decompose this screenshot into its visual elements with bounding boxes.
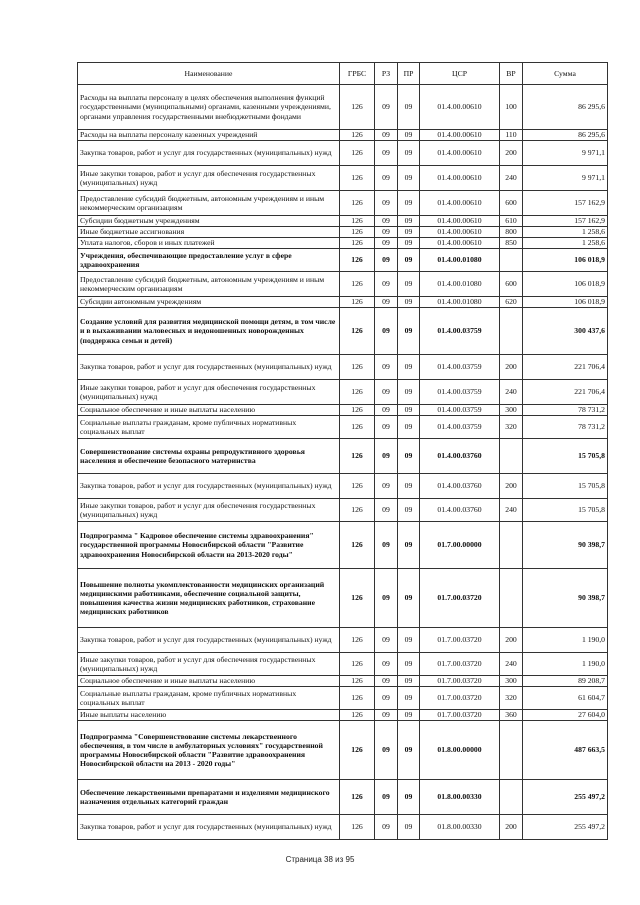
- cell-vr: [500, 308, 523, 355]
- cell-sum: 15 705,8: [523, 499, 608, 522]
- cell-grbs: 126: [340, 628, 375, 653]
- cell-vr: 360: [500, 710, 523, 721]
- cell-grbs: 126: [340, 191, 375, 216]
- cell-rz: 09: [375, 439, 398, 474]
- cell-vr: [500, 249, 523, 272]
- header-pr: ПР: [398, 63, 420, 85]
- cell-grbs: 126: [340, 249, 375, 272]
- table-row: [78, 780, 608, 815]
- table-row: [78, 166, 608, 191]
- cell-grbs: 126: [340, 721, 375, 780]
- cell-vr: [500, 522, 523, 569]
- table-row: [78, 216, 608, 227]
- cell-csr: 01.4.00.03759: [420, 405, 500, 416]
- cell-rz: 09: [375, 676, 398, 687]
- cell-csr: 01.4.00.03759: [420, 355, 500, 380]
- cell-vr: 320: [500, 416, 523, 439]
- cell-grbs: 126: [340, 522, 375, 569]
- cell-sum: 1 190,0: [523, 628, 608, 653]
- cell-vr: 600: [500, 272, 523, 297]
- cell-csr: 01.8.00.00330: [420, 780, 500, 815]
- cell-pr: 09: [398, 815, 420, 840]
- cell-sum: 15 705,8: [523, 474, 608, 499]
- cell-csr: 01.7.00.00000: [420, 522, 500, 569]
- cell-vr: 320: [500, 687, 523, 710]
- cell-rz: 09: [375, 85, 398, 130]
- cell-vr: 240: [500, 380, 523, 405]
- cell-name: Расходы на выплаты персоналу в целях обеспечения выполнения функций государственными (муниципальными) органами, казенными учреждениями, органами управления государственными внебюджетными фондами: [78, 85, 340, 130]
- cell-rz: 09: [375, 297, 398, 308]
- cell-csr: 01.4.00.03760: [420, 439, 500, 474]
- cell-sum: 1 258,6: [523, 227, 608, 238]
- table-header-row: [78, 63, 608, 85]
- cell-sum: 1 258,6: [523, 238, 608, 249]
- cell-sum: 15 705,8: [523, 439, 608, 474]
- cell-rz: 09: [375, 166, 398, 191]
- cell-vr: [500, 780, 523, 815]
- cell-vr: 800: [500, 227, 523, 238]
- table-row: [78, 815, 608, 840]
- cell-name: Социальные выплаты гражданам, кроме публичных нормативных социальных выплат: [78, 416, 340, 439]
- cell-grbs: 126: [340, 166, 375, 191]
- table-body: [78, 85, 608, 840]
- cell-grbs: 126: [340, 815, 375, 840]
- cell-rz: 09: [375, 710, 398, 721]
- cell-rz: 09: [375, 308, 398, 355]
- cell-vr: 600: [500, 191, 523, 216]
- cell-csr: 01.7.00.03720: [420, 653, 500, 676]
- cell-vr: [500, 569, 523, 628]
- cell-csr: 01.4.00.00610: [420, 166, 500, 191]
- header-csr: ЦСР: [420, 63, 500, 85]
- cell-vr: 240: [500, 166, 523, 191]
- cell-rz: 09: [375, 141, 398, 166]
- cell-csr: 01.4.00.00610: [420, 191, 500, 216]
- cell-grbs: 126: [340, 710, 375, 721]
- cell-name: Иные выплаты населению: [78, 710, 340, 721]
- cell-pr: 09: [398, 297, 420, 308]
- table-row: [78, 405, 608, 416]
- cell-name: Уплата налогов, сборов и иных платежей: [78, 238, 340, 249]
- cell-pr: 09: [398, 499, 420, 522]
- cell-vr: [500, 721, 523, 780]
- cell-name: Субсидии бюджетным учреждениям: [78, 216, 340, 227]
- cell-pr: 09: [398, 166, 420, 191]
- cell-name: Совершенствование системы охраны репродуктивного здоровья населения и обеспечение безопасного материнства: [78, 439, 340, 474]
- cell-grbs: 126: [340, 227, 375, 238]
- cell-pr: 09: [398, 272, 420, 297]
- cell-name: Подпрограмма "Совершенствование системы лекарственного обеспечения, в том числе в амбулаторных условиях" государственной программы Новосибирской области "Развитие здравоохранения Новосибирской области на 2013 - 2020 годы": [78, 721, 340, 780]
- cell-vr: 240: [500, 499, 523, 522]
- cell-vr: 300: [500, 676, 523, 687]
- cell-csr: 01.4.00.03760: [420, 499, 500, 522]
- cell-pr: 09: [398, 191, 420, 216]
- cell-csr: 01.4.00.01080: [420, 249, 500, 272]
- header-sum: Сумма: [523, 63, 608, 85]
- cell-name: Предоставление субсидий бюджетным, автономным учреждениям и иным некоммерческим организациям: [78, 191, 340, 216]
- table-row: [78, 130, 608, 141]
- cell-csr: 01.4.00.00610: [420, 238, 500, 249]
- cell-name: Закупка товаров, работ и услуг для государственных (муниципальных) нужд: [78, 141, 340, 166]
- cell-pr: 09: [398, 569, 420, 628]
- table-row: [78, 249, 608, 272]
- page-footer: Страница 38 из 95: [285, 855, 355, 864]
- cell-grbs: 126: [340, 130, 375, 141]
- cell-sum: 255 497,2: [523, 815, 608, 840]
- cell-sum: 221 706,4: [523, 380, 608, 405]
- table-row: [78, 499, 608, 522]
- header-grbs: ГРБС: [340, 63, 375, 85]
- cell-rz: 09: [375, 216, 398, 227]
- cell-vr: 620: [500, 297, 523, 308]
- cell-csr: 01.4.00.00610: [420, 130, 500, 141]
- cell-sum: 157 162,9: [523, 216, 608, 227]
- cell-csr: 01.4.00.03759: [420, 308, 500, 355]
- cell-csr: 01.7.00.03720: [420, 628, 500, 653]
- table-row: [78, 272, 608, 297]
- cell-name: Подпрограмма " Кадровое обеспечение системы здравоохранения" государственной программы Новосибирской области "Развитие здравоохранения Новосибирской области на 2013-2020 годы": [78, 522, 340, 569]
- cell-pr: 09: [398, 416, 420, 439]
- cell-name: Расходы на выплаты персоналу казенных учреждений: [78, 130, 340, 141]
- cell-csr: 01.4.00.03759: [420, 380, 500, 405]
- cell-sum: 61 604,7: [523, 687, 608, 710]
- cell-vr: 610: [500, 216, 523, 227]
- cell-csr: 01.4.00.00610: [420, 216, 500, 227]
- cell-csr: 01.7.00.03720: [420, 687, 500, 710]
- cell-name: Закупка товаров, работ и услуг для государственных (муниципальных) нужд: [78, 355, 340, 380]
- cell-csr: 01.4.00.00610: [420, 227, 500, 238]
- cell-sum: 157 162,9: [523, 191, 608, 216]
- cell-csr: 01.4.00.00610: [420, 85, 500, 130]
- cell-vr: 200: [500, 628, 523, 653]
- cell-vr: 200: [500, 815, 523, 840]
- cell-vr: 200: [500, 355, 523, 380]
- cell-rz: 09: [375, 474, 398, 499]
- cell-csr: 01.4.00.00610: [420, 141, 500, 166]
- cell-vr: 200: [500, 474, 523, 499]
- cell-pr: 09: [398, 249, 420, 272]
- cell-pr: 09: [398, 130, 420, 141]
- header-rz: РЗ: [375, 63, 398, 85]
- budget-table: [77, 62, 608, 840]
- cell-grbs: 126: [340, 653, 375, 676]
- header-vr: ВР: [500, 63, 523, 85]
- cell-rz: 09: [375, 653, 398, 676]
- cell-grbs: 126: [340, 439, 375, 474]
- cell-rz: 09: [375, 628, 398, 653]
- cell-name: Закупка товаров, работ и услуг для государственных (муниципальных) нужд: [78, 474, 340, 499]
- cell-grbs: 126: [340, 272, 375, 297]
- cell-name: Учреждения, обеспечивающие предоставление услуг в сфере здравоохранения: [78, 249, 340, 272]
- cell-csr: 01.8.00.00000: [420, 721, 500, 780]
- cell-grbs: 126: [340, 308, 375, 355]
- cell-grbs: 126: [340, 238, 375, 249]
- cell-pr: 09: [398, 676, 420, 687]
- cell-grbs: 126: [340, 380, 375, 405]
- table-row: [78, 676, 608, 687]
- cell-sum: 487 663,5: [523, 721, 608, 780]
- table-row: [78, 141, 608, 166]
- cell-rz: 09: [375, 522, 398, 569]
- cell-pr: 09: [398, 687, 420, 710]
- cell-pr: 09: [398, 628, 420, 653]
- table-row: [78, 380, 608, 405]
- cell-name: Иные закупки товаров, работ и услуг для обеспечения государственных (муниципальных) нужд: [78, 653, 340, 676]
- table-row: [78, 297, 608, 308]
- cell-pr: 09: [398, 380, 420, 405]
- cell-sum: 78 731,2: [523, 405, 608, 416]
- cell-pr: 09: [398, 780, 420, 815]
- cell-sum: 255 497,2: [523, 780, 608, 815]
- cell-name: Обеспечение лекарственными препаратами и изделиями медицинского назначения отдельных категорий граждан: [78, 780, 340, 815]
- cell-pr: 09: [398, 355, 420, 380]
- cell-name: Социальное обеспечение и иные выплаты населению: [78, 405, 340, 416]
- cell-rz: 09: [375, 249, 398, 272]
- cell-pr: 09: [398, 710, 420, 721]
- table-row: [78, 191, 608, 216]
- cell-name: Субсидии автономным учреждениям: [78, 297, 340, 308]
- cell-rz: 09: [375, 130, 398, 141]
- cell-pr: 09: [398, 141, 420, 166]
- cell-sum: 86 295,6: [523, 85, 608, 130]
- cell-rz: 09: [375, 272, 398, 297]
- cell-sum: 90 398,7: [523, 569, 608, 628]
- cell-name: Социальные выплаты гражданам, кроме публичных нормативных социальных выплат: [78, 687, 340, 710]
- cell-rz: 09: [375, 499, 398, 522]
- table-row: [78, 721, 608, 780]
- cell-rz: 09: [375, 569, 398, 628]
- cell-pr: 09: [398, 721, 420, 780]
- cell-vr: 100: [500, 85, 523, 130]
- cell-name: Повышение полноты укомплектованности медицинских организаций медицинскими работниками, обеспечение социальной защиты, повышения качества жизни медицинских работников, страхование медицинских работников: [78, 569, 340, 628]
- cell-csr: 01.7.00.03720: [420, 710, 500, 721]
- table-row: [78, 474, 608, 499]
- cell-vr: 240: [500, 653, 523, 676]
- table-row: [78, 238, 608, 249]
- cell-sum: 300 437,6: [523, 308, 608, 355]
- cell-name: Иные бюджетные ассигнования: [78, 227, 340, 238]
- cell-grbs: 126: [340, 355, 375, 380]
- cell-grbs: 126: [340, 499, 375, 522]
- cell-sum: 86 295,6: [523, 130, 608, 141]
- cell-grbs: 126: [340, 687, 375, 710]
- cell-name: Иные закупки товаров, работ и услуг для обеспечения государственных (муниципальных) нужд: [78, 499, 340, 522]
- cell-pr: 09: [398, 439, 420, 474]
- cell-sum: 89 208,7: [523, 676, 608, 687]
- cell-vr: 200: [500, 141, 523, 166]
- cell-csr: 01.4.00.01080: [420, 297, 500, 308]
- cell-vr: 850: [500, 238, 523, 249]
- cell-rz: 09: [375, 721, 398, 780]
- table-row: [78, 710, 608, 721]
- cell-csr: 01.4.00.03759: [420, 416, 500, 439]
- cell-sum: 90 398,7: [523, 522, 608, 569]
- cell-grbs: 126: [340, 85, 375, 130]
- cell-csr: 01.4.00.01080: [420, 272, 500, 297]
- cell-grbs: 126: [340, 141, 375, 166]
- cell-pr: 09: [398, 85, 420, 130]
- cell-rz: 09: [375, 780, 398, 815]
- cell-sum: 9 971,1: [523, 166, 608, 191]
- cell-vr: 110: [500, 130, 523, 141]
- cell-rz: 09: [375, 687, 398, 710]
- cell-vr: 300: [500, 405, 523, 416]
- table-row: [78, 687, 608, 710]
- table-row: [78, 227, 608, 238]
- cell-rz: 09: [375, 227, 398, 238]
- cell-sum: 106 018,9: [523, 272, 608, 297]
- cell-name: Создание условий для развития медицинской помощи детям, в том числе и в выхаживании маловесных и недоношенных новорожденных (поддержка семьи и детей): [78, 308, 340, 355]
- cell-csr: 01.4.00.03760: [420, 474, 500, 499]
- table-row: [78, 628, 608, 653]
- cell-pr: 09: [398, 308, 420, 355]
- cell-name: Закупка товаров, работ и услуг для государственных (муниципальных) нужд: [78, 628, 340, 653]
- cell-grbs: 126: [340, 474, 375, 499]
- cell-rz: 09: [375, 355, 398, 380]
- table-row: [78, 308, 608, 355]
- cell-sum: 27 604,0: [523, 710, 608, 721]
- cell-sum: 106 018,9: [523, 249, 608, 272]
- cell-name: Иные закупки товаров, работ и услуг для обеспечения государственных (муниципальных) нужд: [78, 380, 340, 405]
- table-row: [78, 653, 608, 676]
- cell-rz: 09: [375, 405, 398, 416]
- cell-sum: 221 706,4: [523, 355, 608, 380]
- table-row: [78, 416, 608, 439]
- cell-vr: [500, 439, 523, 474]
- table-row: [78, 85, 608, 130]
- cell-csr: 01.7.00.03720: [420, 569, 500, 628]
- cell-rz: 09: [375, 191, 398, 216]
- cell-rz: 09: [375, 238, 398, 249]
- cell-rz: 09: [375, 416, 398, 439]
- cell-sum: 9 971,1: [523, 141, 608, 166]
- cell-pr: 09: [398, 405, 420, 416]
- cell-sum: 106 018,9: [523, 297, 608, 308]
- cell-sum: 78 731,2: [523, 416, 608, 439]
- cell-grbs: 126: [340, 416, 375, 439]
- cell-name: Иные закупки товаров, работ и услуг для обеспечения государственных (муниципальных) нужд: [78, 166, 340, 191]
- cell-csr: 01.7.00.03720: [420, 676, 500, 687]
- cell-name: Предоставление субсидий бюджетным, автономным учреждениям и иным некоммерческим организациям: [78, 272, 340, 297]
- cell-pr: 09: [398, 522, 420, 569]
- cell-pr: 09: [398, 653, 420, 676]
- table-row: [78, 522, 608, 569]
- cell-pr: 09: [398, 238, 420, 249]
- cell-rz: 09: [375, 380, 398, 405]
- table-row: [78, 439, 608, 474]
- cell-grbs: 126: [340, 405, 375, 416]
- cell-pr: 09: [398, 216, 420, 227]
- cell-grbs: 126: [340, 780, 375, 815]
- header-name: Наименование: [78, 63, 340, 85]
- cell-name: Закупка товаров, работ и услуг для государственных (муниципальных) нужд: [78, 815, 340, 840]
- cell-rz: 09: [375, 815, 398, 840]
- table-row: [78, 355, 608, 380]
- cell-pr: 09: [398, 227, 420, 238]
- cell-grbs: 126: [340, 297, 375, 308]
- table-row: [78, 569, 608, 628]
- cell-csr: 01.8.00.00330: [420, 815, 500, 840]
- cell-sum: 1 190,0: [523, 653, 608, 676]
- cell-pr: 09: [398, 474, 420, 499]
- cell-grbs: 126: [340, 676, 375, 687]
- cell-grbs: 126: [340, 569, 375, 628]
- cell-name: Социальное обеспечение и иные выплаты населению: [78, 676, 340, 687]
- cell-grbs: 126: [340, 216, 375, 227]
